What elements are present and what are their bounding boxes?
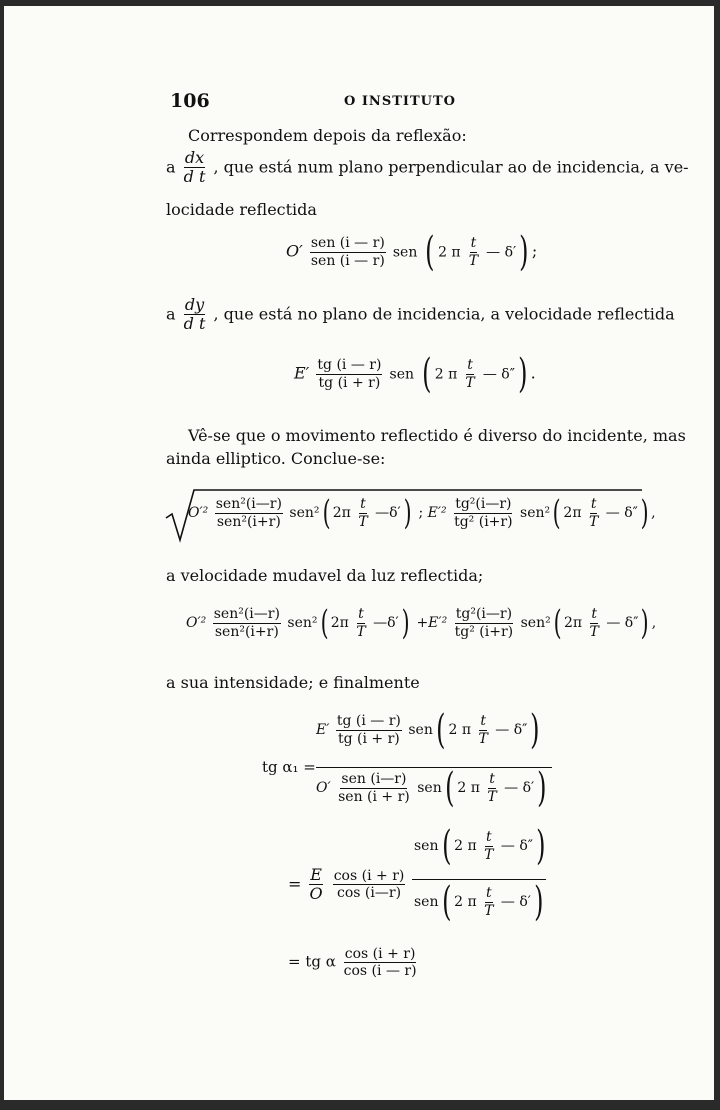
fraction-dy-dt: $\frac{dy}{\text{d t}}$ [183, 295, 206, 334]
equation-6-numerator: sen( 2 π $\frac{t}{T}$ — δ″) [414, 823, 546, 869]
paragraph-line: locidade reflectida [166, 200, 317, 219]
equation-3: O′² $\frac{\text{sen²(i—r)}}{\text{sen²(i+r)}}$ sen²( 2π $\frac{t}{T}$ —δ′) ; E′² $\frac{\text{tg²(i—r)}}{\text{tg² (i+r)}}$ sen²( 2π $\frac{t}{T}$ — δ″) , [188, 493, 656, 533]
book-page [4, 6, 714, 1100]
fraction-dx-dt: $\frac{dx}{\text{d t}}$ [183, 148, 206, 187]
running-title: O INSTITUTO [344, 94, 456, 109]
equation-6: = $\frac{E}{O}$ $\frac{\cos (i + r)}{\cos (i—r)}$ [288, 865, 405, 904]
paragraph-line: Vê-se que o movimento reflectido é diverso do incidente, mas [188, 426, 686, 445]
equation-4: O′² $\frac{\text{sen²(i—r)}}{\text{sen²(i+r)}}$ sen²( 2π $\frac{t}{T}$ —δ′) +E′² $\frac{\text{tg²(i—r)}}{\text{tg² (i+r)}}$ sen²( 2π $\frac{t}{T}$ — δ″) , [186, 603, 657, 643]
fraction-bar [412, 879, 546, 880]
equation-5-numerator: E′ $\frac{tg (i — r)}{tg (i + r)}$ sen( 2 π $\frac{t}{T}$ — δ″) [316, 707, 540, 753]
paragraph-line: a sua intensidade; e finalmente [166, 673, 420, 692]
equation-1: O′ $\frac{\text{sen (i — r)}}{\text{sen (i — r)}}$ sen ( 2 π $\frac{t}{T}$ — δ′) ; [286, 229, 538, 275]
equation-6-denominator: sen( 2 π $\frac{t}{T}$ — δ′) [414, 879, 544, 925]
equation-7: = tg α $\frac{\cos (i + r)}{\cos (i — r)}$ [288, 946, 417, 980]
paragraph-line: ainda elliptico. Conclue-se: [166, 449, 386, 468]
equation-2: E′ $\frac{tg (i — r)}{tg (i + r)}$ sen ( 2 π $\frac{t}{T}$ — δ″) . [294, 351, 536, 397]
paragraph-line: a velocidade mudavel da luz reflectida; [166, 566, 484, 585]
paragraph-line: a $\frac{dy}{\text{d t}}$ , que está no plano de incidencia, a velocidade reflectida [166, 295, 675, 334]
page-number: 106 [170, 90, 210, 112]
paragraph-line: Correspondem depois da reflexão: [188, 126, 467, 145]
equation-5-lhs: tg α₁ = [262, 758, 316, 776]
equation-5-denominator: O′ $\frac{\text{sen (i—r)}}{\text{sen (i + r)}}$ sen( 2 π $\frac{t}{T}$ — δ′) [316, 765, 547, 811]
paragraph-line: a $\frac{dx}{\text{d t}}$ , que está num plano perpendicular ao de incidencia, a ve- [166, 148, 689, 187]
